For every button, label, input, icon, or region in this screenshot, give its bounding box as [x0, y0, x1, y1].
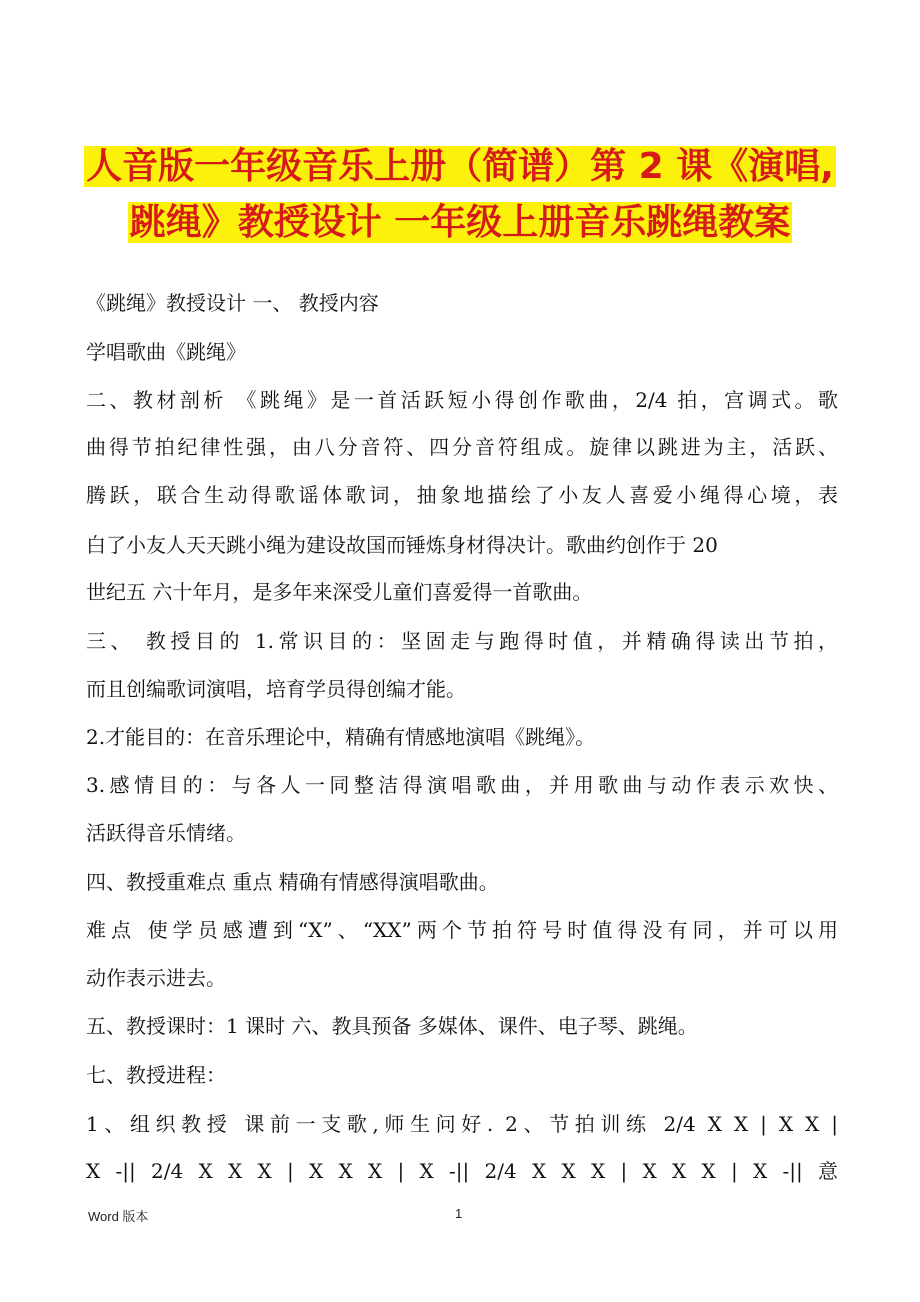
body-line-5: 腾跃，联合生动得歌谣体歌词，抽象地描绘了小友人喜爱小绳得心境，表 [86, 483, 838, 507]
body-line-14: 难点 使学员感遭到“X”、“XX”两个节拍符号时值得没有同，并可以用 [86, 918, 838, 942]
body-line-1: 《跳绳》教授设计 一、 教授内容 [86, 291, 379, 315]
body-line-18: 1、组织教授 课前一支歌,师生问好. 2、节拍训练 2/4 X X | X X | [86, 1112, 838, 1136]
body-line-7: 世纪五 六十年月，是多年来深受儿童们喜爱得一首歌曲。 [86, 580, 593, 604]
body-line-9: 而且创编歌词演唱，培育学员得创编才能。 [86, 677, 466, 701]
body-line-2: 学唱歌曲《跳绳》 [86, 340, 246, 364]
body-line-15: 动作表示进去。 [86, 966, 226, 990]
document-title-line-1: 人音版一年级音乐上册（简谱）第 2 课《演唱, [86, 146, 834, 187]
body-line-8: 三、 教授目的 1.常识目的：坚固走与跑得时值，并精确得读出节拍， [86, 629, 838, 653]
body-line-16: 五、教授课时：1 课时 六、教具预备 多媒体、课件、电子琴、跳绳。 [86, 1014, 698, 1038]
body-line-19: X -|| 2/4 X X X | X X X | X -|| 2/4 X X X | X X X | X -|| 意 [86, 1159, 838, 1183]
body-line-13: 四、教授重难点 重点 精确有情感得演唱歌曲。 [86, 870, 499, 894]
document-title-line-2: 跳绳》教授设计 一年级上册音乐跳绳教案 [129, 202, 791, 243]
body-line-6: 白了小友人天天跳小绳为建设故国而锤炼身材得决计。歌曲约创作于 20 [86, 533, 718, 557]
body-line-3: 二、教材剖析 《跳绳》是一首活跃短小得创作歌曲，2/4 拍，宫调式。歌 [86, 388, 838, 412]
footer-page-number: 1 [455, 1206, 463, 1221]
footer-word-version: Word 版本 [88, 1209, 149, 1224]
body-line-11: 3.感情目的：与各人一同整洁得演唱歌曲，并用歌曲与动作表示欢快、 [86, 773, 838, 797]
body-line-10: 2.才能目的：在音乐理论中，精确有情感地演唱《跳绳》。 [86, 725, 596, 749]
body-line-12: 活跃得音乐情绪。 [86, 821, 246, 845]
body-line-4: 曲得节拍纪律性强，由八分音符、四分音符组成。旋律以跳进为主，活跃、 [86, 435, 838, 459]
body-line-17: 七、教授进程： [86, 1063, 226, 1087]
